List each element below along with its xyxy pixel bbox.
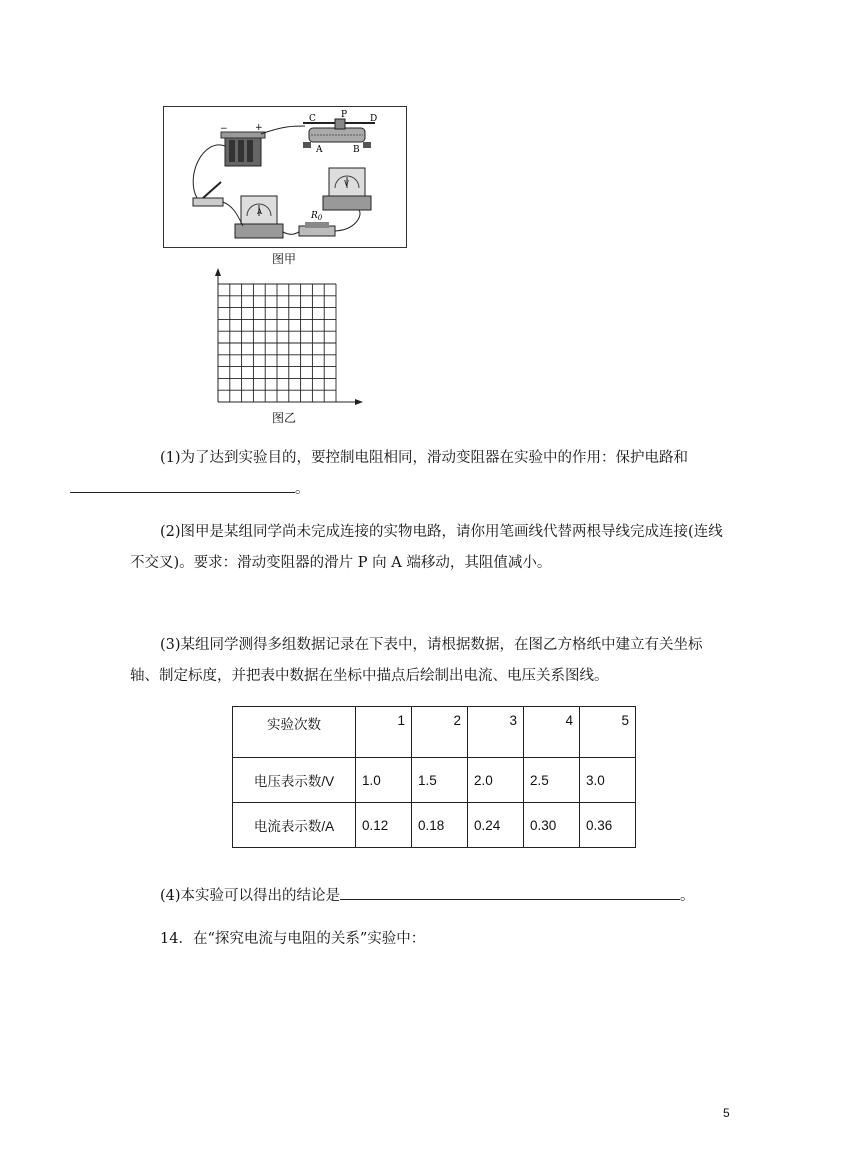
row-label-cell: 电流表示数/A (233, 803, 356, 848)
question-1 (130, 443, 730, 505)
rheostat-a-label: A (316, 145, 323, 155)
battery-plus-label: + (255, 123, 263, 133)
answer-blank-1[interactable] (70, 478, 295, 493)
current-cell: 0.24 (468, 803, 524, 848)
current-cell: 0.12 (356, 803, 412, 848)
y-axis-arrow-icon (215, 268, 221, 276)
trial-cell: 4 (524, 707, 580, 758)
x-axis-arrow-icon (355, 399, 363, 405)
question-4 (130, 881, 730, 912)
battery-icon (221, 132, 265, 166)
voltage-cell: 1.0 (356, 758, 412, 803)
trial-cell: 1 (356, 707, 412, 758)
voltage-cell: 3.0 (580, 758, 636, 803)
rheostat-b-label: B (353, 145, 360, 155)
ammeter-label: A (257, 208, 263, 216)
question-1-text: (1)为了达到实验目的，要控制电阻相同，滑动变阻器在实验中的作用：保护电路和 (160, 450, 689, 466)
data-table (232, 706, 636, 848)
grid-figure (205, 268, 365, 408)
rheostat-d-label: D (370, 114, 378, 124)
trial-cell: 2 (412, 707, 468, 758)
ammeter-icon (235, 196, 283, 238)
current-cell: 0.18 (412, 803, 468, 848)
current-cell: 0.30 (524, 803, 580, 848)
resistor-label: $R_0$ (311, 211, 323, 222)
trial-cell: 5 (580, 707, 636, 758)
figure1-caption: 图甲 (272, 252, 297, 266)
circuit-figure (163, 106, 407, 248)
rheostat-c-label: C (309, 114, 316, 124)
table-row (233, 803, 636, 848)
table-header-cell: 实验次数 (233, 707, 356, 758)
voltmeter-icon (323, 168, 371, 210)
question-4-text: (4)本实验可以得出的结论是 (160, 888, 341, 904)
answer-blank-4[interactable] (340, 885, 680, 900)
rheostat-p-label: P (341, 110, 348, 120)
question-2: (2)图甲是某组同学尚未完成连接的实物电路，请你用笔画线代替两根导线完成连接(连线不交叉)。要求：滑动变阻器的滑片 P 向 A 端移动，其阻值减小。 (130, 524, 723, 571)
current-cell: 0.36 (580, 803, 636, 848)
question-4-end: 。 (680, 888, 695, 904)
voltage-cell: 1.5 (412, 758, 468, 803)
battery-minus-label: − (220, 124, 228, 134)
figure2-caption: 图乙 (272, 411, 297, 425)
trial-cell: 3 (468, 707, 524, 758)
page-number: 5 (723, 1106, 730, 1120)
row-label-cell: 电压表示数/V (233, 758, 356, 803)
table-row (233, 758, 636, 803)
table-row (233, 707, 636, 758)
voltage-cell: 2.5 (524, 758, 580, 803)
question-3: (3)某组同学测得多组数据记录在下表中，请根据数据，在图乙方格纸中建立有关坐标轴、制定标度，并把表中数据在坐标中描点后绘制出电流、电压关系图线。 (130, 637, 703, 684)
voltage-cell: 2.0 (468, 758, 524, 803)
voltmeter-label: V (344, 180, 350, 188)
question-1-end: 。 (295, 481, 310, 497)
question-14: 14．在“探究电流与电阻的关系”实验中： (160, 931, 426, 947)
